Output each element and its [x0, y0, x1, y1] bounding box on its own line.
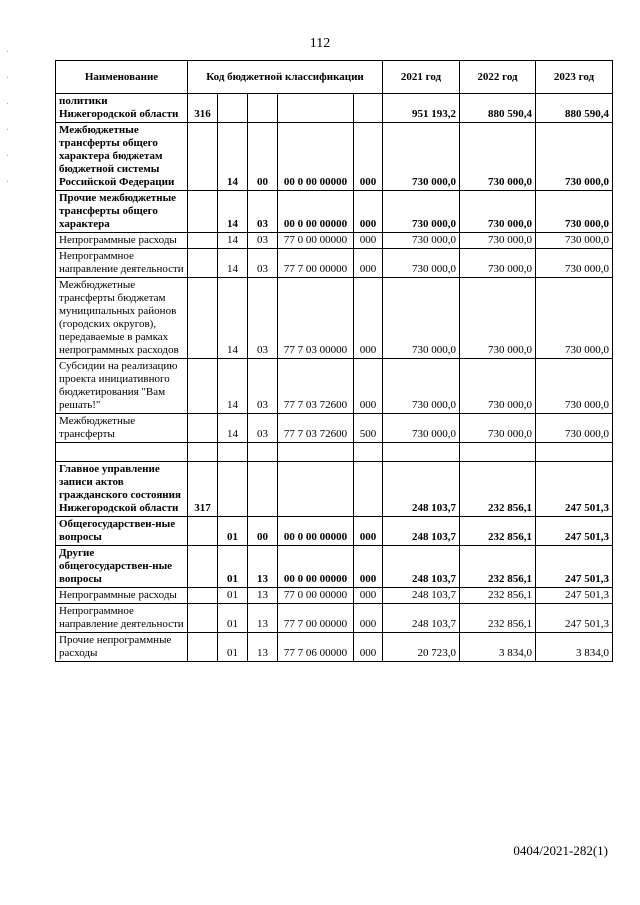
table-row — [56, 359, 613, 414]
row-code-type: 000 — [354, 546, 383, 588]
row-code-type: 000 — [354, 359, 383, 414]
row-code-subsection: 03 — [248, 233, 278, 249]
row-code-target: 00 0 00 00000 — [278, 191, 354, 233]
row-code-subsection — [248, 94, 278, 123]
row-name: Главное управление записи актов гражданского состояния Нижегородской области — [56, 462, 188, 517]
row-value-2022: 730 000,0 — [460, 249, 536, 278]
row-code-admin — [188, 233, 218, 249]
row-name: Прочие межбюджетные трансферты общего характера — [56, 191, 188, 233]
row-value-2021: 20 723,0 — [383, 633, 460, 662]
table-row — [56, 249, 613, 278]
row-code-type: 000 — [354, 191, 383, 233]
table-row — [56, 517, 613, 546]
row-code-admin: 317 — [188, 462, 218, 517]
row-name: Непрограммные расходы — [56, 588, 188, 604]
row-value-2021: 248 103,7 — [383, 546, 460, 588]
row-code-subsection — [248, 443, 278, 462]
row-code-subsection: 03 — [248, 278, 278, 359]
table-row — [56, 414, 613, 443]
row-code-section: 14 — [218, 249, 248, 278]
table-header-row — [56, 61, 613, 94]
row-value-2023 — [536, 443, 613, 462]
row-code-type — [354, 443, 383, 462]
row-value-2022: 232 856,1 — [460, 588, 536, 604]
row-code-admin — [188, 546, 218, 588]
row-value-2021: 730 000,0 — [383, 123, 460, 191]
row-code-section — [218, 443, 248, 462]
row-code-subsection: 03 — [248, 191, 278, 233]
row-code-section: 01 — [218, 588, 248, 604]
row-code-admin — [188, 191, 218, 233]
row-value-2022: 730 000,0 — [460, 123, 536, 191]
row-code-section: 14 — [218, 191, 248, 233]
row-code-target: 77 7 03 00000 — [278, 278, 354, 359]
row-code-type: 000 — [354, 604, 383, 633]
row-value-2021: 248 103,7 — [383, 588, 460, 604]
table-row — [56, 443, 613, 462]
row-code-section: 01 — [218, 517, 248, 546]
row-code-type: 000 — [354, 278, 383, 359]
row-value-2023: 247 501,3 — [536, 462, 613, 517]
table-row — [56, 233, 613, 249]
row-name: Субсидии на реализацию проекта инициативного бюджетирования "Вам решать!" — [56, 359, 188, 414]
row-value-2021: 730 000,0 — [383, 414, 460, 443]
row-name: Другие общегосударствен-ные вопросы — [56, 546, 188, 588]
table-row — [56, 191, 613, 233]
row-code-target: 77 7 00 00000 — [278, 604, 354, 633]
row-value-2021: 730 000,0 — [383, 191, 460, 233]
row-code-section: 14 — [218, 123, 248, 191]
row-value-2022: 232 856,1 — [460, 462, 536, 517]
row-code-admin — [188, 588, 218, 604]
row-code-section: 14 — [218, 414, 248, 443]
row-code-section: 01 — [218, 604, 248, 633]
row-value-2021: 248 103,7 — [383, 604, 460, 633]
row-code-type: 000 — [354, 123, 383, 191]
row-code-target: 77 7 03 72600 — [278, 359, 354, 414]
row-value-2022: 232 856,1 — [460, 546, 536, 588]
row-code-target — [278, 443, 354, 462]
row-name: Непрограммные расходы — [56, 233, 188, 249]
row-code-subsection: 13 — [248, 588, 278, 604]
header-code: Код бюджетной классификации — [188, 61, 383, 94]
row-value-2023: 730 000,0 — [536, 414, 613, 443]
row-code-target: 00 0 00 00000 — [278, 546, 354, 588]
table-row — [56, 604, 613, 633]
row-code-section: 14 — [218, 278, 248, 359]
page-number: 112 — [309, 36, 331, 51]
row-code-subsection: 13 — [248, 604, 278, 633]
row-name — [56, 443, 188, 462]
row-name: Непрограммное направление деятельности — [56, 249, 188, 278]
header-2021: 2021 год — [383, 61, 460, 94]
row-code-admin — [188, 278, 218, 359]
row-value-2022: 3 834,0 — [460, 633, 536, 662]
row-value-2023: 730 000,0 — [536, 191, 613, 233]
row-code-admin — [188, 359, 218, 414]
row-name: Общегосударствен-ные вопросы — [56, 517, 188, 546]
row-code-admin — [188, 633, 218, 662]
row-code-target: 77 0 00 00000 — [278, 233, 354, 249]
header-2022: 2022 год — [460, 61, 536, 94]
row-value-2022 — [460, 443, 536, 462]
row-code-subsection: 13 — [248, 633, 278, 662]
row-code-type: 000 — [354, 633, 383, 662]
row-value-2023: 247 501,3 — [536, 604, 613, 633]
scan-margin-marks: · · · · · · — [6, 47, 10, 188]
row-code-type: 000 — [354, 588, 383, 604]
row-code-type: 000 — [354, 517, 383, 546]
row-code-subsection: 03 — [248, 359, 278, 414]
budget-table — [55, 60, 613, 662]
row-code-subsection: 00 — [248, 123, 278, 191]
row-code-target: 77 7 00 00000 — [278, 249, 354, 278]
row-value-2023: 247 501,3 — [536, 546, 613, 588]
table-row — [56, 462, 613, 517]
row-code-target: 00 0 00 00000 — [278, 517, 354, 546]
row-value-2023: 247 501,3 — [536, 588, 613, 604]
table-row — [56, 278, 613, 359]
table-row — [56, 588, 613, 604]
row-code-section: 14 — [218, 359, 248, 414]
row-value-2021: 951 193,2 — [383, 94, 460, 123]
row-value-2023: 730 000,0 — [536, 359, 613, 414]
row-code-target: 77 7 03 72600 — [278, 414, 354, 443]
row-value-2021: 248 103,7 — [383, 462, 460, 517]
row-code-target — [278, 462, 354, 517]
row-code-target: 00 0 00 00000 — [278, 123, 354, 191]
row-value-2023: 247 501,3 — [536, 517, 613, 546]
row-code-type — [354, 462, 383, 517]
row-name: Прочие непрограммные расходы — [56, 633, 188, 662]
row-code-subsection — [248, 462, 278, 517]
row-code-type — [354, 94, 383, 123]
row-name: Межбюджетные трансферты бюджетам муниципальных районов (городских округов), передаваемые в рамках непрограммных расходов — [56, 278, 188, 359]
row-code-type: 500 — [354, 414, 383, 443]
header-name: Наименование — [56, 61, 188, 94]
row-value-2022: 730 000,0 — [460, 278, 536, 359]
row-value-2022: 730 000,0 — [460, 359, 536, 414]
row-value-2023: 730 000,0 — [536, 123, 613, 191]
row-code-target — [278, 94, 354, 123]
row-value-2023: 3 834,0 — [536, 633, 613, 662]
row-code-admin — [188, 249, 218, 278]
row-name: Непрограммное направление деятельности — [56, 604, 188, 633]
row-code-type: 000 — [354, 233, 383, 249]
row-value-2021: 730 000,0 — [383, 249, 460, 278]
row-code-target: 77 0 00 00000 — [278, 588, 354, 604]
row-code-subsection: 03 — [248, 414, 278, 443]
row-code-subsection: 13 — [248, 546, 278, 588]
row-code-admin — [188, 443, 218, 462]
row-value-2022: 232 856,1 — [460, 604, 536, 633]
table-row — [56, 633, 613, 662]
row-value-2021: 730 000,0 — [383, 278, 460, 359]
row-code-section: 01 — [218, 546, 248, 588]
row-value-2021: 248 103,7 — [383, 517, 460, 546]
row-value-2023: 730 000,0 — [536, 249, 613, 278]
row-code-section: 01 — [218, 633, 248, 662]
table-row — [56, 546, 613, 588]
row-value-2023: 730 000,0 — [536, 233, 613, 249]
row-code-admin — [188, 414, 218, 443]
row-code-subsection: 03 — [248, 249, 278, 278]
row-value-2022: 730 000,0 — [460, 414, 536, 443]
row-name: Межбюджетные трансферты общего характера бюджетам бюджетной системы Российской Федерации — [56, 123, 188, 191]
row-code-admin — [188, 517, 218, 546]
table-row — [56, 123, 613, 191]
row-code-admin — [188, 123, 218, 191]
row-name: политики Нижегородской области — [56, 94, 188, 123]
row-value-2022: 880 590,4 — [460, 94, 536, 123]
row-code-type: 000 — [354, 249, 383, 278]
row-code-section: 14 — [218, 233, 248, 249]
row-value-2023: 730 000,0 — [536, 278, 613, 359]
row-code-target: 77 7 06 00000 — [278, 633, 354, 662]
row-value-2022: 730 000,0 — [460, 191, 536, 233]
header-2023: 2023 год — [536, 61, 613, 94]
row-value-2021: 730 000,0 — [383, 233, 460, 249]
row-code-subsection: 00 — [248, 517, 278, 546]
row-value-2023: 880 590,4 — [536, 94, 613, 123]
document-code: 0404/2021-282(1) — [513, 843, 608, 858]
row-value-2022: 730 000,0 — [460, 233, 536, 249]
row-value-2022: 232 856,1 — [460, 517, 536, 546]
table-row — [56, 94, 613, 123]
row-value-2021: 730 000,0 — [383, 359, 460, 414]
row-name: Межбюджетные трансферты — [56, 414, 188, 443]
row-code-section — [218, 94, 248, 123]
row-value-2021 — [383, 443, 460, 462]
row-code-admin — [188, 604, 218, 633]
row-code-section — [218, 462, 248, 517]
row-code-admin: 316 — [188, 94, 218, 123]
